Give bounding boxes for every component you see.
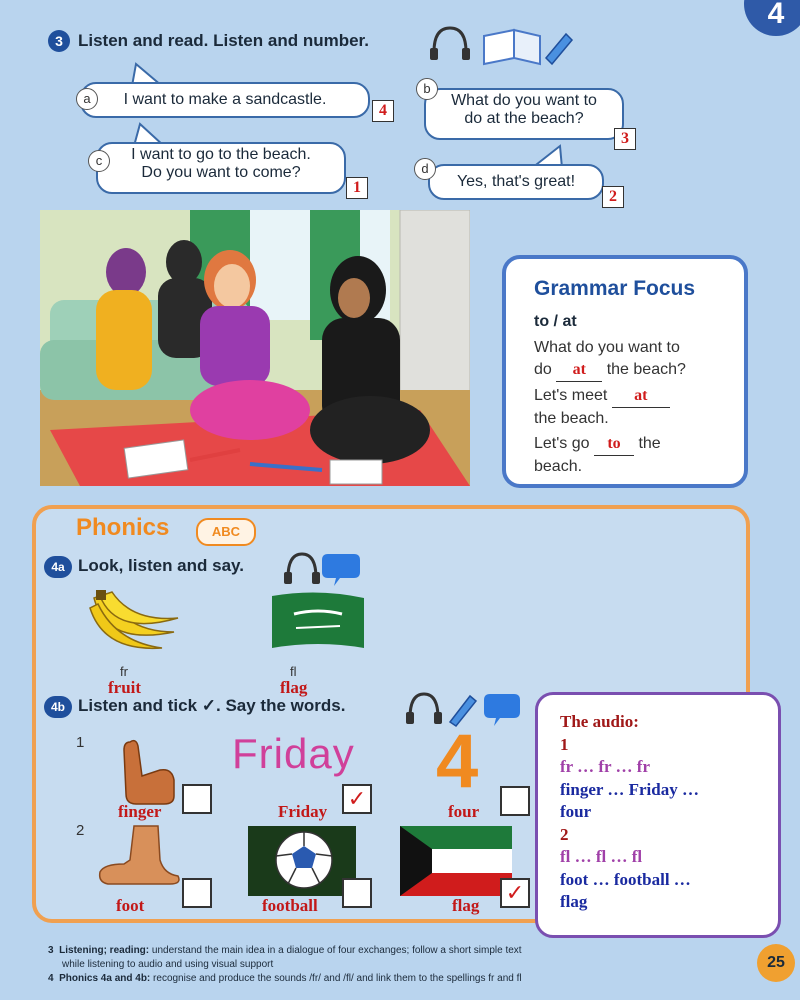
bubble-c-line2: Do you want to come? xyxy=(141,164,301,181)
bubble-a-answer-box[interactable]: 4 xyxy=(372,100,394,122)
sound-fl: fl xyxy=(290,664,297,679)
friday-word-image: Friday xyxy=(232,730,355,777)
exercise-3-instruction: Listen and read. Listen and number. xyxy=(78,31,369,50)
grammar-s1-answer: at xyxy=(572,361,586,378)
tick-box-football[interactable] xyxy=(342,878,372,908)
saudi-flag-image xyxy=(268,590,368,654)
grammar-s3-start: Let's go xyxy=(534,435,590,452)
footer-phonics-text: recognise and produce the sounds /fr/ and /fl/ and link them to the spellings fr and fl xyxy=(153,973,522,984)
word-football: football xyxy=(262,896,318,915)
grammar-s3-end: beach. xyxy=(534,458,583,475)
headphones-speech-icons xyxy=(282,548,368,588)
bubble-c-line1: I want to go to the beach. xyxy=(131,146,311,163)
bubble-d-answer-box[interactable]: 2 xyxy=(602,186,624,208)
bubble-d-text: Yes, that's great! xyxy=(456,173,576,190)
footer-phonics-label: Phonics 4a and 4b: xyxy=(59,973,151,984)
kuwait-flag-image xyxy=(400,826,512,896)
bubble-a-text: I want to make a sandcastle. xyxy=(123,91,327,108)
tick-mark-friday: ✓ xyxy=(347,786,367,811)
bubble-b-letter: b xyxy=(416,78,438,100)
grammar-s1-line1: What do you want to xyxy=(534,339,680,356)
sound-fr: fr xyxy=(120,664,128,679)
audio-title: The audio: xyxy=(560,712,639,731)
girls-talking-illustration xyxy=(40,210,470,486)
audio-line-fl: fl … fl … fl xyxy=(560,847,643,866)
audio-line-fr: fr … fr … fr xyxy=(560,757,651,776)
tick-box-foot[interactable] xyxy=(182,878,212,908)
word-flag-4b: flag xyxy=(452,896,480,915)
audio-line-flag: flag xyxy=(560,892,588,911)
grammar-s1-end: the beach? xyxy=(606,361,686,378)
headphones-book-pencil-icons xyxy=(428,22,578,66)
grammar-s2-start: Let's meet xyxy=(534,387,608,404)
word-friday: Friday xyxy=(278,802,328,821)
exercise-4b-instruction: Listen and tick ✓. Say the words. xyxy=(78,696,346,715)
word-flag: flag xyxy=(280,678,308,697)
curriculum-footer xyxy=(48,944,728,986)
audio-number-2: 2 xyxy=(560,824,569,844)
bubble-b-answer-box[interactable]: 3 xyxy=(614,128,636,150)
footer-listening-text: understand the main idea in a dialogue of four exchanges; follow a short simple text xyxy=(151,945,522,956)
footer-number-4: 4 xyxy=(48,973,54,984)
exercise-3-number: 3 xyxy=(48,30,70,52)
grammar-s2-end: the beach. xyxy=(534,410,609,427)
bubble-d-letter: d xyxy=(414,158,436,180)
bananas-image xyxy=(86,588,182,654)
tick-box-finger[interactable] xyxy=(182,784,212,814)
bubble-b-line2: do at the beach? xyxy=(464,110,584,127)
grammar-focus-title: Grammar Focus xyxy=(534,277,696,300)
bubble-c-letter: c xyxy=(88,150,110,172)
tick-mark-flag: ✓ xyxy=(505,880,525,905)
unit-number-tab: 4 xyxy=(744,0,800,36)
foot-image xyxy=(94,824,184,886)
exercise-4b-number: 4b xyxy=(44,696,72,718)
row-2-number: 2 xyxy=(76,822,85,839)
audio-line-foot-football: foot … football … xyxy=(560,869,691,889)
audio-line-four: four xyxy=(560,802,592,821)
footer-listening-text-2: while listening to audio and using visual support xyxy=(62,959,274,970)
grammar-sentence-2 xyxy=(534,385,739,430)
footer-listening-label: Listening; reading: xyxy=(59,945,150,956)
grammar-s2-answer: at xyxy=(634,387,648,404)
bubble-a-letter: a xyxy=(76,88,98,110)
row-1-number: 1 xyxy=(76,734,85,751)
speech-bubble-d xyxy=(428,164,604,200)
bubble-c-answer-box[interactable]: 1 xyxy=(346,177,368,199)
word-four: four xyxy=(448,802,480,821)
tick-box-flag[interactable] xyxy=(500,878,530,908)
grammar-s1-do: do xyxy=(534,361,552,378)
exercise-4a-instruction: Look, listen and say. xyxy=(78,556,244,575)
phonics-title: Phonics xyxy=(76,514,170,541)
speech-bubble-a xyxy=(80,82,370,118)
grammar-sentence-1 xyxy=(534,337,739,382)
grammar-focus-box xyxy=(502,255,748,488)
grammar-s3-the: the xyxy=(638,435,661,452)
speech-bubble-b xyxy=(424,88,624,140)
footer-number-3: 3 xyxy=(48,945,54,956)
page-number: 25 xyxy=(757,944,795,982)
speech-bubble-c xyxy=(96,142,346,194)
audio-number-1: 1 xyxy=(560,734,569,754)
bubble-b-line1: What do you want to xyxy=(451,92,597,109)
football-image xyxy=(248,826,356,896)
tick-box-four[interactable] xyxy=(500,786,530,816)
exercise-4a-number: 4a xyxy=(44,556,72,578)
word-finger: finger xyxy=(118,802,162,821)
finger-image xyxy=(116,736,180,806)
number-four-image: 4 xyxy=(436,719,479,804)
audio-line-finger-friday: finger … Friday … xyxy=(560,779,699,799)
word-fruit: fruit xyxy=(108,678,142,697)
abc-badge-icon: ABC xyxy=(196,518,256,546)
grammar-sentence-3 xyxy=(534,433,739,478)
grammar-s3-answer: to xyxy=(607,435,621,452)
word-foot: foot xyxy=(116,896,145,915)
audio-transcript-box xyxy=(535,692,781,938)
grammar-focus-subtitle: to / at xyxy=(534,313,577,330)
tick-box-friday[interactable] xyxy=(342,784,372,814)
